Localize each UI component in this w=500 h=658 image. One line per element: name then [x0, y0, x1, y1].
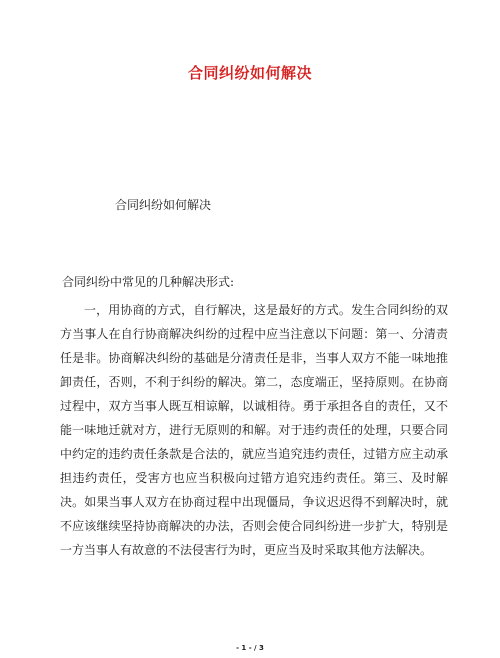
- intro-line: 合同纠纷中常见的几种解决形式:: [62, 275, 235, 289]
- body-paragraph: 一，用协商的方式，自行解决，这是最好的方式。发生合同纠纷的双方当事人在自行协商解决纠纷的过程中应当注意以下问题：第一、分清责任是非。协商解决纠纷的基础是分清责任是非，当事人双方不能一味地推卸责任，否则，不利于纠纷的解决。第二，态度端正，坚持原则。在协商过程中，双方当事人既互相谅解，以诚相待。勇于承担各自的责任，又不能一味地迁就对方，进行无原则的和解。对于违约责任的处理，只要合同中约定的违约责任条款是合法的，就应当追究违约责任，过错方应主动承担违约责任，受害方也应当积极向过错方追究违约责任。第三、及时解决。如果当事人双方在协商过程中出现僵局，争议迟迟得不到解决时，就不应该继续坚持协商解决的办法，否则会使合同纠纷进一步扩大，特别是一方当事人有故意的不法侵害行为时，更应当及时采取其他方法解决。: [60, 303, 448, 557]
- page-number: - 1 - / 3: [236, 644, 264, 652]
- document-title: 合同纠纷如何解决: [187, 64, 312, 82]
- document-subtitle: 合同纠纷如何解决: [115, 198, 212, 212]
